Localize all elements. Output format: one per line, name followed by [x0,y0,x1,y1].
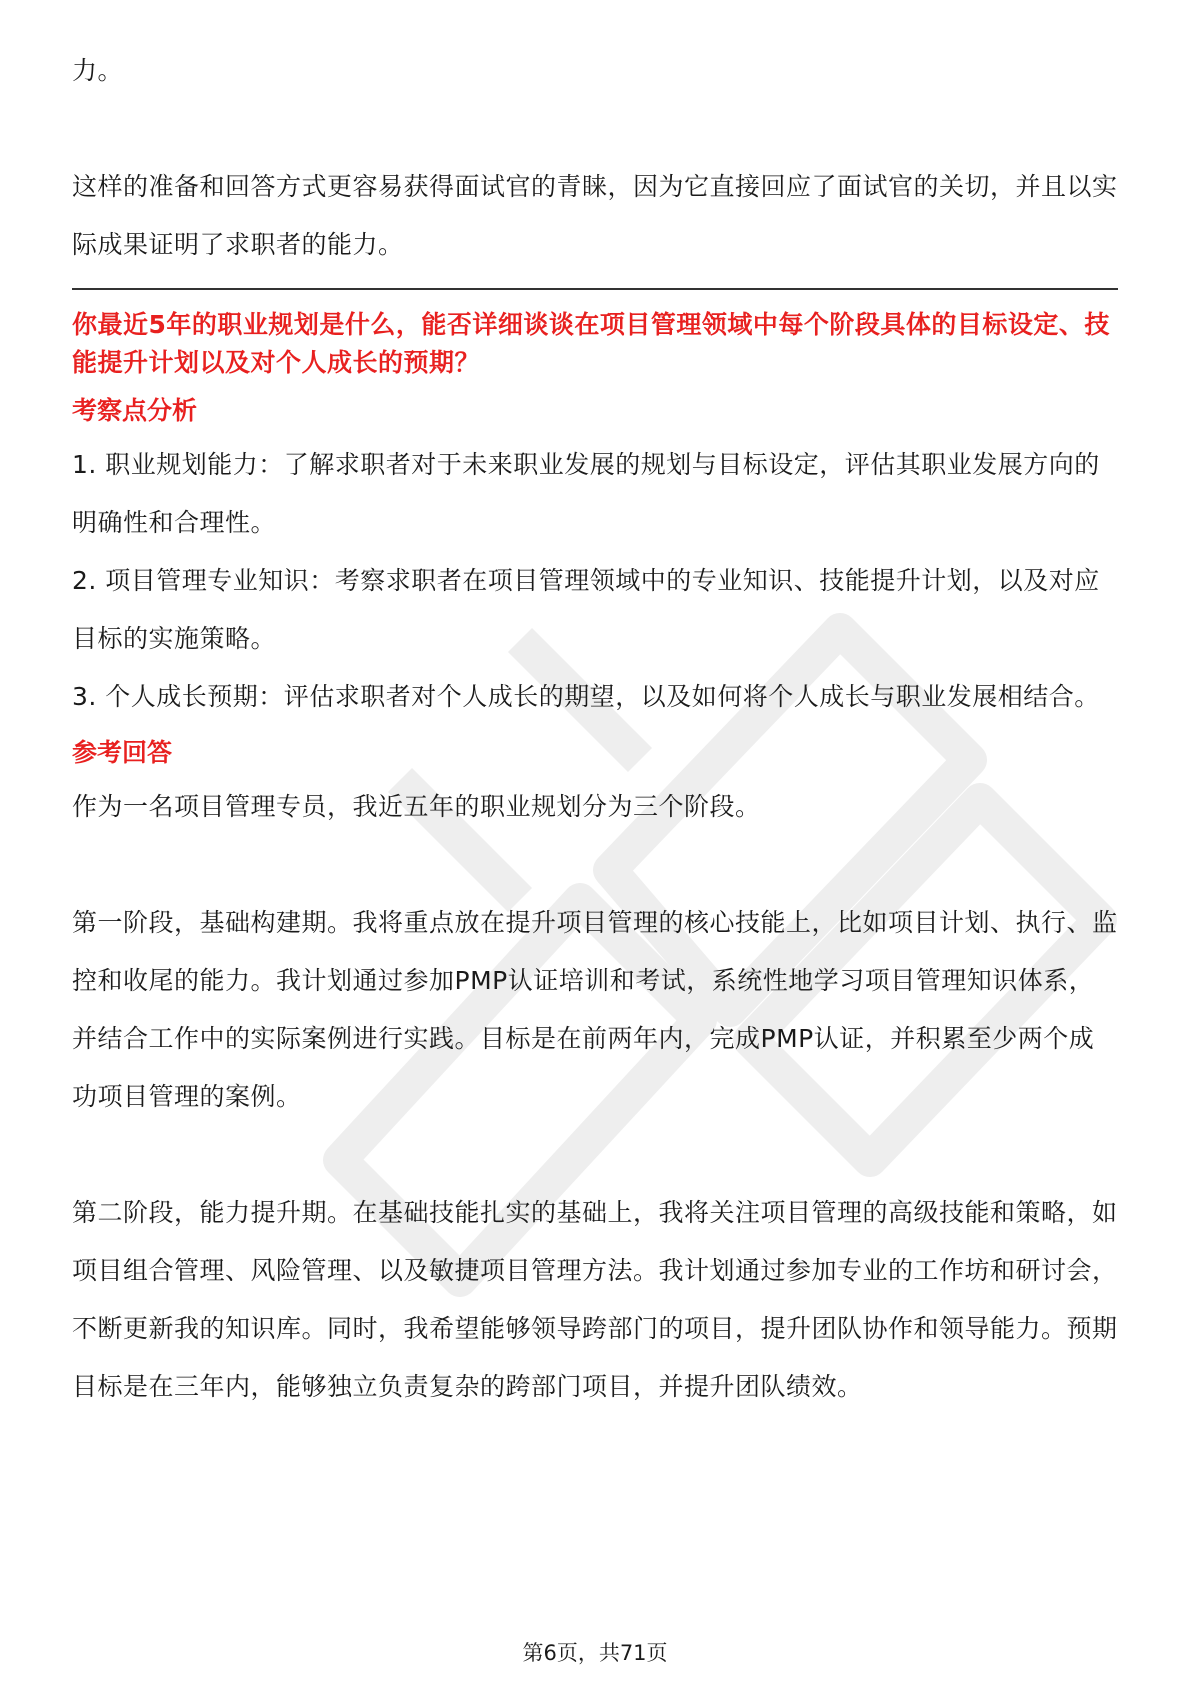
spacer [72,836,1118,894]
answer-intro: 作为一名项目管理专员，我近五年的职业规划分为三个阶段。 [72,792,761,821]
previous-answer-tail: 力。 [72,56,124,85]
spacer [72,100,1118,158]
section-divider [72,288,1118,290]
answer-stage-1: 第一阶段，基础构建期。我将重点放在提升项目管理的核心技能上，比如项目计划、执行、监控和收尾的能力。我计划通过参加PMP认证培训和考试，系统性地学习项目管理知识体系，并结合工作中的实际案例进行实践。目标是在前两年内，完成PMP认证，并积累至少两个成功项目管理的案例。 [72,908,1118,1111]
analysis-point-3: 3. 个人成长预期：评估求职者对个人成长的期望，以及如何将个人成长与职业发展相结合。 [72,682,1100,711]
answer-heading: 参考回答 [72,738,173,767]
previous-answer-closing: 这样的准备和回答方式更容易获得面试官的青睐，因为它直接回应了面试官的关切，并且以实际成果证明了求职者的能力。 [72,172,1118,259]
question-title: 你最近5年的职业规划是什么，能否详细谈谈在项目管理领域中每个阶段具体的目标设定、技能提升计划以及对个人成长的预期？ [72,310,1110,377]
answer-stage-2: 第二阶段，能力提升期。在基础技能扎实的基础上，我将关注项目管理的高级技能和策略，如项目组合管理、风险管理、以及敏捷项目管理方法。我计划通过参加专业的工作坊和研讨会，不断更新我的知识库。同时，我希望能够领导跨部门的项目，提升团队协作和领导能力。预期目标是在三年内，能够独立负责复杂的跨部门项目，并提升团队绩效。 [72,1198,1118,1401]
spacer [72,1126,1118,1184]
analysis-point-2: 2. 项目管理专业知识：考察求职者在项目管理领域中的专业知识、技能提升计划，以及对应目标的实施策略。 [72,566,1100,653]
page-number: 第6页，共71页 [522,1641,668,1665]
analysis-point-1: 1. 职业规划能力：了解求职者对于未来职业发展的规划与目标设定，评估其职业发展方向的明确性和合理性。 [72,450,1100,537]
document-body [72,42,1118,1416]
analysis-heading: 考察点分析 [72,396,198,425]
